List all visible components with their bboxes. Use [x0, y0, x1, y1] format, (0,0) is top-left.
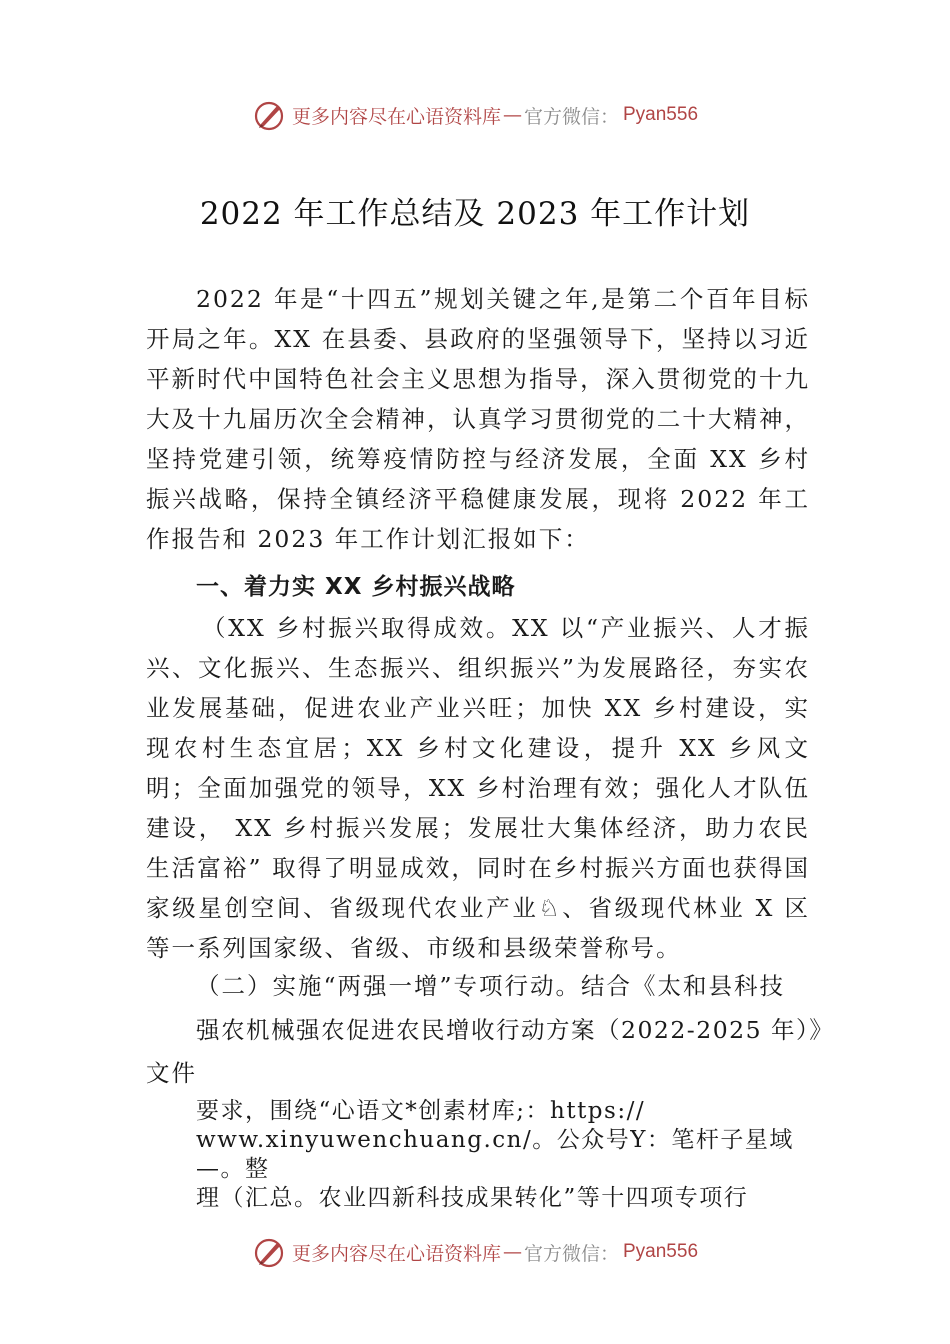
- banner-text: 更多内容尽在心语资料库: [291, 1242, 501, 1265]
- footer-watermark-banner: [0, 1232, 950, 1272]
- pen-logo-icon: [252, 1235, 286, 1269]
- banner-wechat-id: Pyan556: [623, 104, 699, 125]
- banner-text: 更多内容尽在心语资料库: [291, 105, 501, 128]
- banner-separator: —: [502, 104, 522, 126]
- section2-line4: 要求，围绕“心语文*创素材库;：https://: [196, 1098, 646, 1124]
- banner-wechat-id: Pyan556: [623, 1241, 699, 1262]
- document-title: 2022 年工作总结及 2023 年工作计划: [199, 196, 751, 232]
- pen-logo-icon: [252, 98, 286, 132]
- section2-line1: （二）实施“两强一增”专项行动。结合《太和县科技: [196, 972, 786, 1000]
- section2-line6: 理（汇总。农业四新科技成果转化”等十四项专项行: [196, 1185, 749, 1211]
- banner-wechat-label: 官方微信：: [523, 1242, 619, 1265]
- header-watermark-banner: [0, 95, 950, 135]
- intro-paragraph: 2022 年是“十四五”规划关键之年,是第二个百年目标开局之年。XX 在县委、县政府的坚强领导下，坚持以习近平新时代中国特色社会主义思想为指导，深入贯彻党的十九大及十九届历次全会精神，认真学习贯彻党的二十大精神，坚持党建引领，统筹疫情防控与经济发展，全面 XX 乡村振兴战略，保持全镇经济平稳健康发展，现将 2022 年工作报告和 2023 年工作计划汇报如下：: [146, 285, 810, 553]
- section2-line5: www.xinyuwenchuang.cn/。公众号Y：笔杆子星域—。整: [196, 1127, 794, 1182]
- section1-paragraph: （XX 乡村振兴取得成效。XX 以“产业振兴、人才振兴、文化振兴、生态振兴、组织振兴”为发展路径，夯实农业发展基础，促进农业产业兴旺；加快 XX 乡村建设，实现农村生态宜居；XX 乡村文化建设，提升 XX 乡风文明；全面加强党的领导，XX 乡村治理有效；强化人才队伍建设， XX 乡村振兴发展；发展壮大集体经济，助力农民生活富裕” 取得了明显成效，同时在乡村振兴方面也获得国家级星创空间、省级现代农业产业♘、省级现代林业 X 区等一系列国家级、省级、市级和县级荣誉称号。: [146, 614, 810, 962]
- banner-wechat-label: 官方微信：: [523, 105, 619, 128]
- section2-continuation: [196, 1097, 841, 1213]
- section2-line2: 强农机械强农促进农民增收行动方案（2022-2025 年）》: [196, 1016, 835, 1044]
- banner-separator: —: [502, 1241, 522, 1263]
- section1-heading: 一、着力实 XX 乡村振兴战略: [196, 574, 516, 600]
- section2-line3: 文件: [146, 1059, 197, 1087]
